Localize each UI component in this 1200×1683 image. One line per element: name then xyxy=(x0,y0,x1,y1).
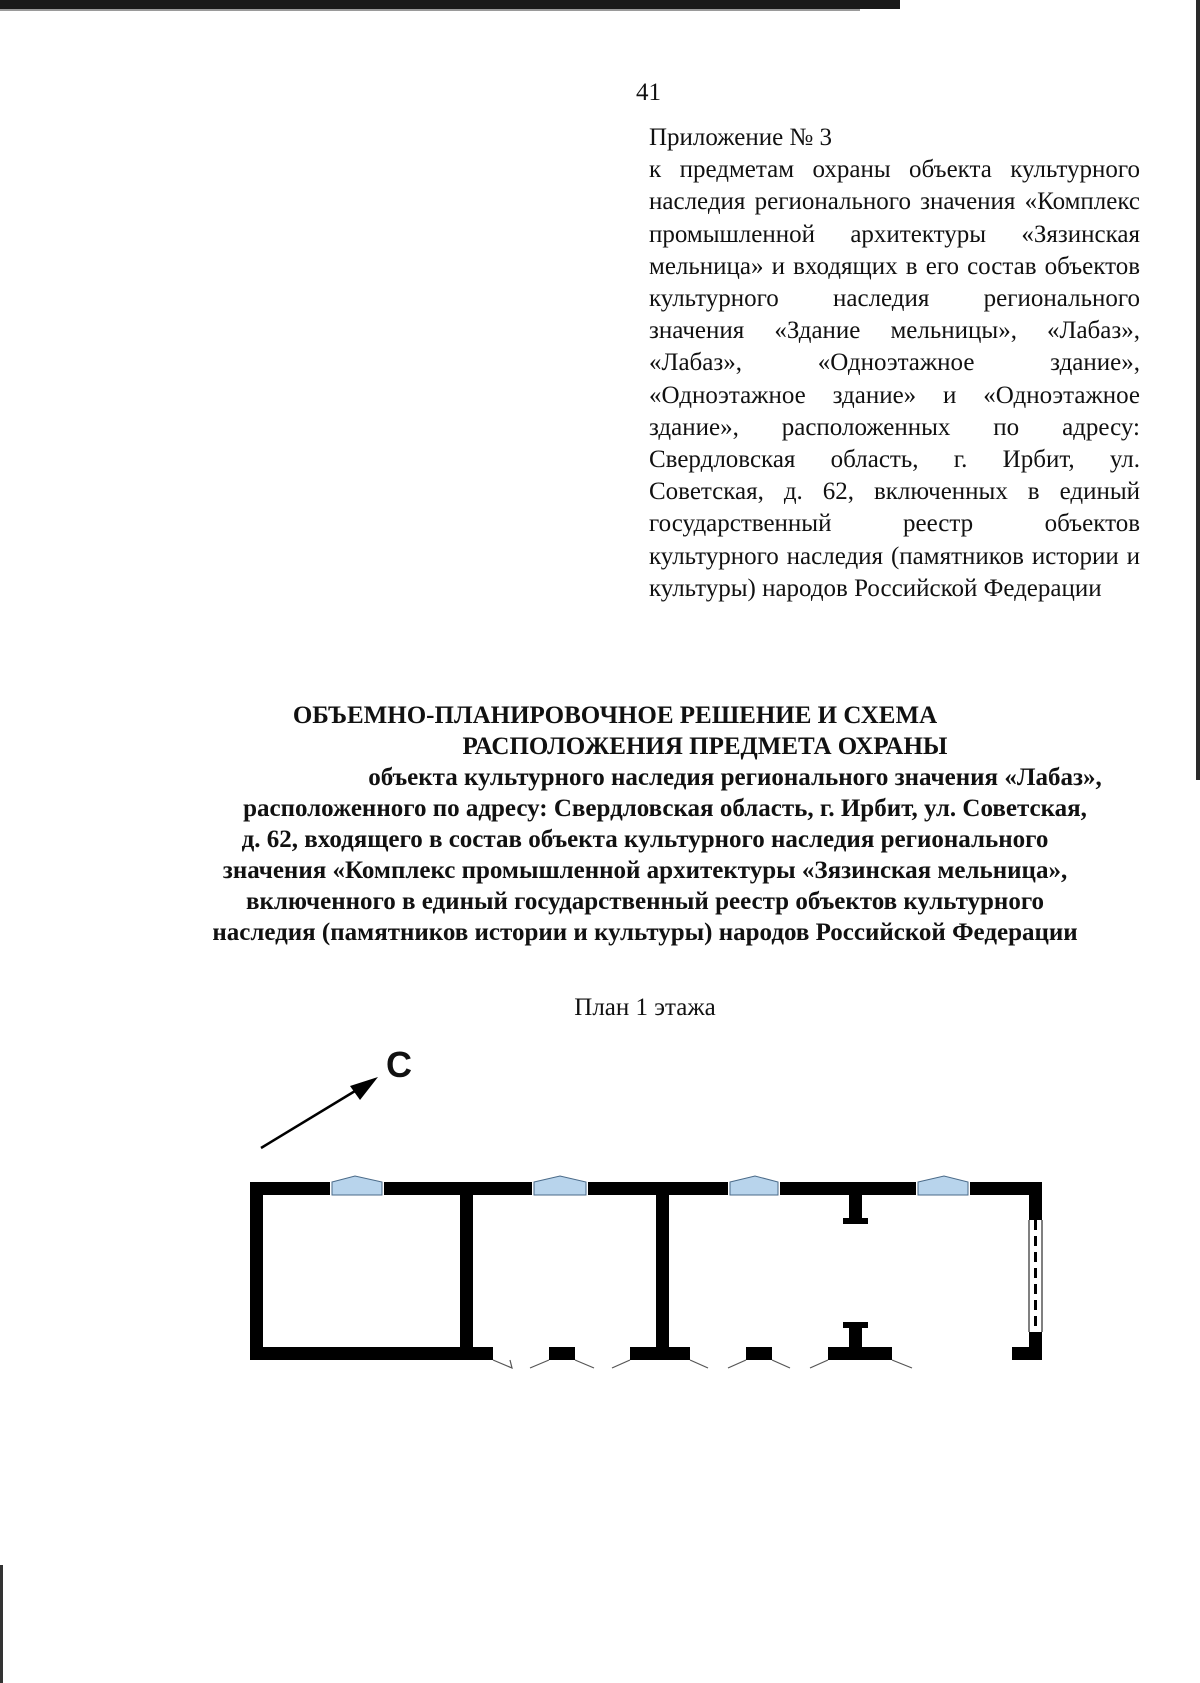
north-label: С xyxy=(386,1044,412,1085)
heading-line: значения «Комплекс промышленной архитектуры «Зязинская мельница», xyxy=(222,857,1068,884)
document-heading xyxy=(150,700,1140,948)
heading-line: объекта культурного наследия регионального значения «Лабаз», xyxy=(368,764,1102,791)
page-number: 41 xyxy=(636,79,661,106)
partition-wall xyxy=(460,1182,473,1360)
scan-edge-right xyxy=(1196,0,1200,780)
scan-edge-left xyxy=(0,1565,3,1683)
window xyxy=(730,1176,778,1195)
partition-stub-head xyxy=(843,1218,868,1224)
window xyxy=(332,1176,382,1195)
door xyxy=(892,1360,912,1368)
appendix-title: Приложение № 3 xyxy=(649,124,833,151)
scan-edge-top xyxy=(0,0,900,9)
heading-line: наследия (памятников истории и культуры) народов Российской Федерации xyxy=(212,919,1078,946)
wall-left xyxy=(250,1182,263,1360)
heading-line: расположенного по адресу: Свердловская область, г. Ирбит, ул. Советская, xyxy=(243,795,1087,822)
window xyxy=(918,1176,968,1195)
partition-stub-head xyxy=(843,1322,868,1328)
scan-edge-top-shadow xyxy=(0,9,860,11)
wall-bottom-segments xyxy=(549,1347,1042,1360)
heading-line: включенного в единый государственный реестр объектов культурного xyxy=(245,888,1045,915)
floor-plan xyxy=(230,1040,1090,1370)
north-arrow-icon xyxy=(261,1077,378,1148)
heading-line: д. 62, входящего в состав объекта культурного наследия регионального xyxy=(241,826,1049,853)
window xyxy=(1029,1220,1042,1332)
door xyxy=(493,1360,549,1368)
wall-bottom xyxy=(250,1347,493,1360)
window xyxy=(534,1176,586,1195)
door xyxy=(575,1360,630,1368)
appendix-text: к предметам охраны объекта культурного наследия регионального значения «Комплекс промышленной архитектуры «Зязинская мельница» и входящих в его состав объектов культурного наследия регионального значения «Здание мельницы», «Лабаз», «Лабаз», «Одноэтажное здание», «Одноэтажное здание» и «Одноэтажное здание», расположенных по адресу: Свердловская область, г. Ирбит, ул. Советская, д. 62, включенных в единый государственный реестр объектов культурного наследия (памятников истории и культуры) народов Российской Федерации xyxy=(649,156,1140,602)
door xyxy=(772,1360,828,1368)
heading-line: ОБЪЕМНО-ПЛАНИРОВОЧНОЕ РЕШЕНИЕ И СХЕМА xyxy=(292,702,938,729)
partition-wall xyxy=(656,1182,669,1360)
heading-line: РАСПОЛОЖЕНИЯ ПРЕДМЕТА ОХРАНЫ xyxy=(462,733,948,760)
plan-caption: План 1 этажа xyxy=(574,994,716,1021)
partition-stub xyxy=(849,1182,862,1224)
door xyxy=(690,1360,746,1368)
appendix-block xyxy=(649,122,1140,605)
